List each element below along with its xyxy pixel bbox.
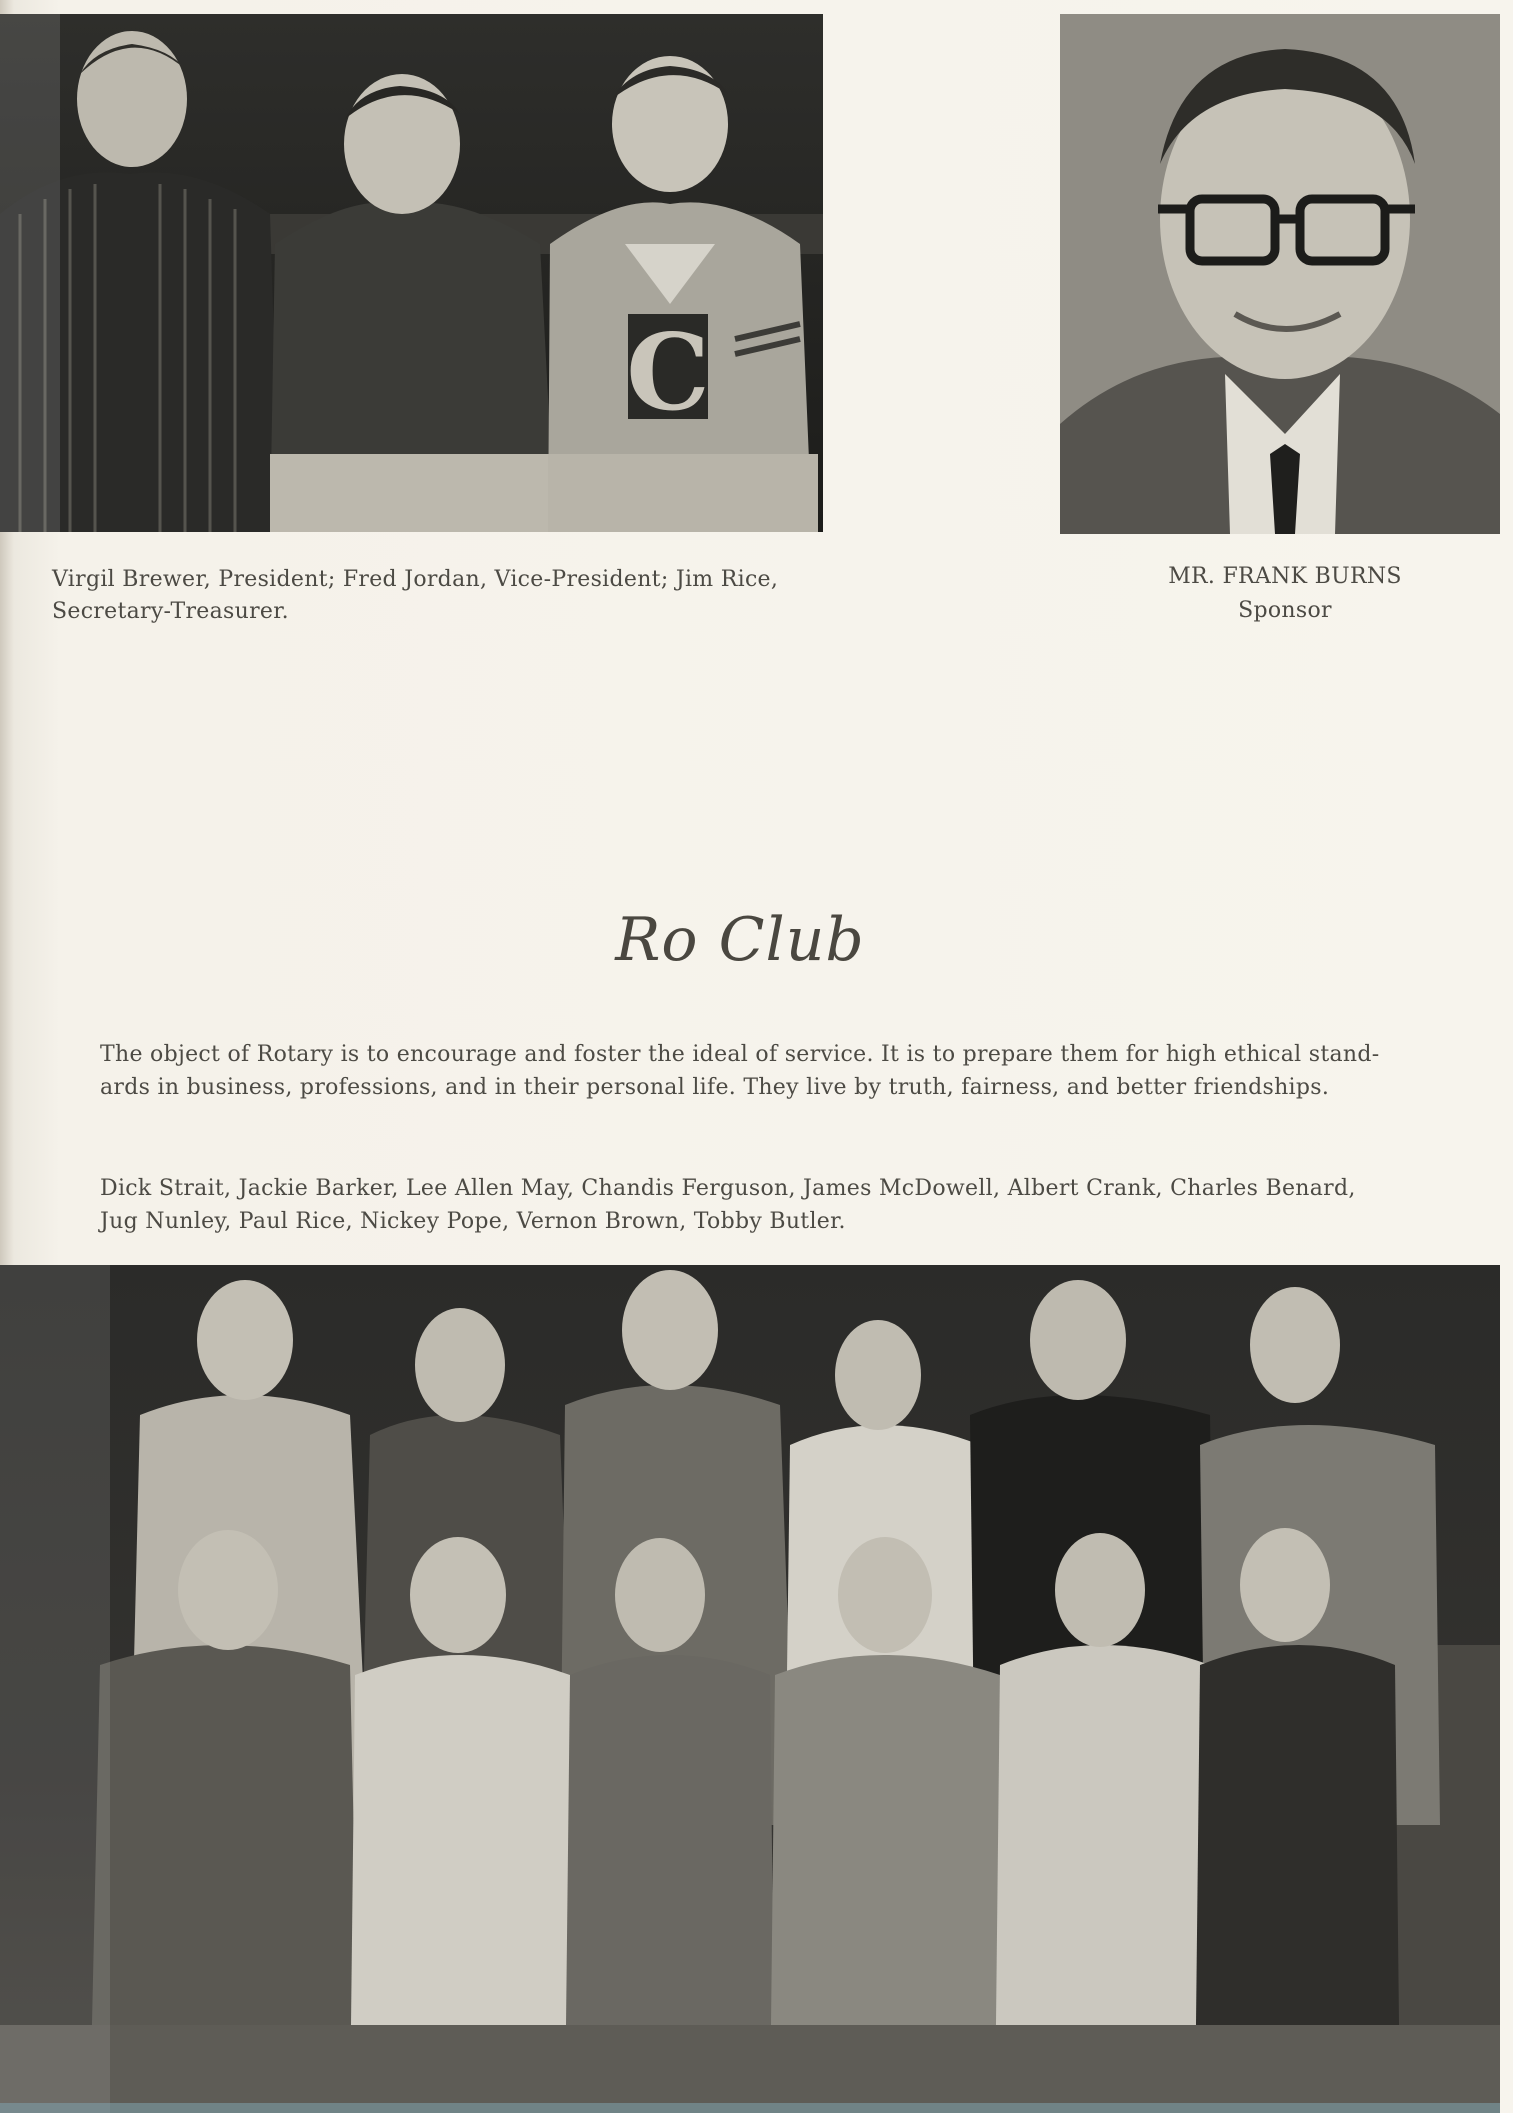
officers-photo [0,14,823,532]
letter-sweater-icon: C [626,310,710,434]
club-group-photo [0,1265,1500,2113]
description-line-2: ards in business, professions, and in their personal life. They live by truth, fairness, and better friendships. [100,1075,1330,1100]
sponsor-role: Sponsor [1238,598,1332,623]
officers-caption-line-1: Virgil Brewer, President; Fred Jordan, Vice-President; Jim Rice, [52,567,779,592]
members-line-1: Dick Strait, Jackie Barker, Lee Allen May, Chandis Ferguson, James McDowell, Albert Crank, Charles Benard, [100,1176,1356,1201]
officers-caption [52,564,822,628]
officers-caption-line-2: Secretary-Treasurer. [52,599,289,624]
sponsor-portrait [1060,14,1500,534]
sponsor-caption [1130,560,1440,628]
club-description [100,1038,1400,1104]
description-line-1: The object of Rotary is to encourage and foster the ideal of service. It is to prepare them for high ethical stand- [100,1042,1380,1067]
sponsor-name: MR. FRANK BURNS [1168,564,1402,589]
club-members [100,1172,1400,1238]
members-line-2: Jug Nunley, Paul Rice, Nickey Pope, Vernon Brown, Tobby Butler. [100,1209,846,1234]
club-title: Ro Club [615,905,865,975]
